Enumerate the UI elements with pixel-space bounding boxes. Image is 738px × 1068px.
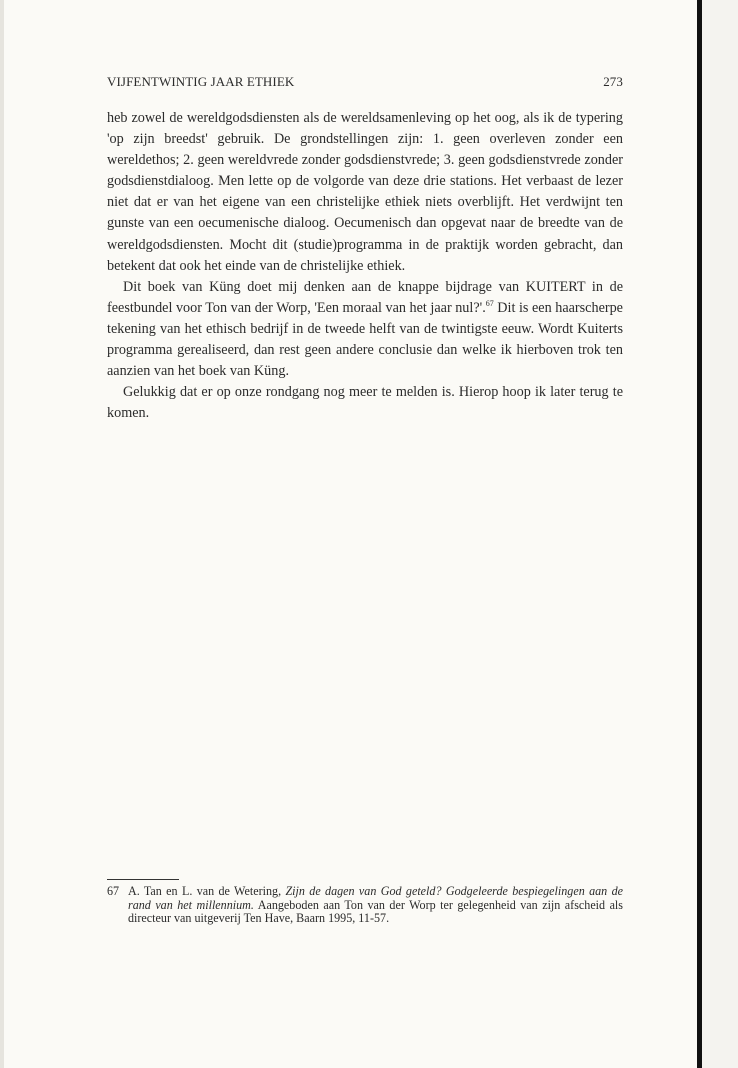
footnote-divider bbox=[107, 879, 179, 880]
scan-margin-right bbox=[702, 0, 738, 1068]
page-number: 273 bbox=[603, 74, 623, 89]
footnote-body bbox=[128, 885, 623, 926]
paragraph-2-text-after: Dit is een haarscherpe tekening van het ethisch bedrijf in de tweede helft van de twintigste eeuw. Wordt Kuiterts programma gerealiseerd, dan rest geen andere conclusie dan welke ik hierboven trok ten aanzien van het boek van Küng. bbox=[107, 299, 623, 380]
body-text bbox=[107, 108, 623, 424]
footnote-rest: Aangeboden aan Ton van der Worp ter gelegenheid van zijn afscheid als directeur van uitgeverij Ten Have, Baarn 1995, 11-57. bbox=[128, 897, 623, 925]
footnote-number: 67 bbox=[107, 884, 120, 898]
scan-edge-right bbox=[697, 0, 702, 1068]
paragraph-2 bbox=[107, 277, 623, 382]
running-head-title: VIJFENTWINTIG JAAR ETHIEK bbox=[107, 74, 295, 89]
scan-edge-left bbox=[0, 0, 4, 1068]
footnote bbox=[107, 885, 623, 926]
footnote-reference[interactable]: 67 bbox=[485, 298, 494, 308]
paragraph-1: heb zowel de wereldgodsdiensten als de wereldsamenleving op het oog, als ik de typering 'op zijn breedst' gebruik. De grondstellingen zijn: 1. geen overleven zonder een wereldethos; 2. geen wereldvrede zonder godsdienstvrede; 3. geen godsdienstvrede zonder godsdienstdialoog. Men lette op de volgorde van deze drie stations. Het verbaast de lezer niet dat er van het eigene van een christelijke ethiek niets overblijft. Het verdwijnt ten gunste van een oecumenische dialoog. Oecumenisch dan opgevat naar de breedte van de wereldgodsdiensten. Mocht dit (studie)programma in de praktijk worden gebracht, dan betekent dat ook het einde van de christelijke ethiek. bbox=[107, 110, 623, 274]
footnote-authors: A. Tan en L. van de Wetering, bbox=[128, 884, 286, 898]
footnote-book-title: Zijn de dagen van God geteld? Godgeleerde bespiegelingen aan de rand van het millennium. bbox=[128, 884, 623, 912]
paragraph-3: Gelukkig dat er op onze rondgang nog meer te melden is. Hierop hoop ik later terug te komen. bbox=[107, 384, 623, 422]
paragraph-2-text-before: Dit boek van Küng doet mij denken aan de knappe bijdrage van KUITERT in de feestbundel voor Ton van der Worp, 'Een moraal van het jaar nul?'. bbox=[107, 278, 623, 316]
